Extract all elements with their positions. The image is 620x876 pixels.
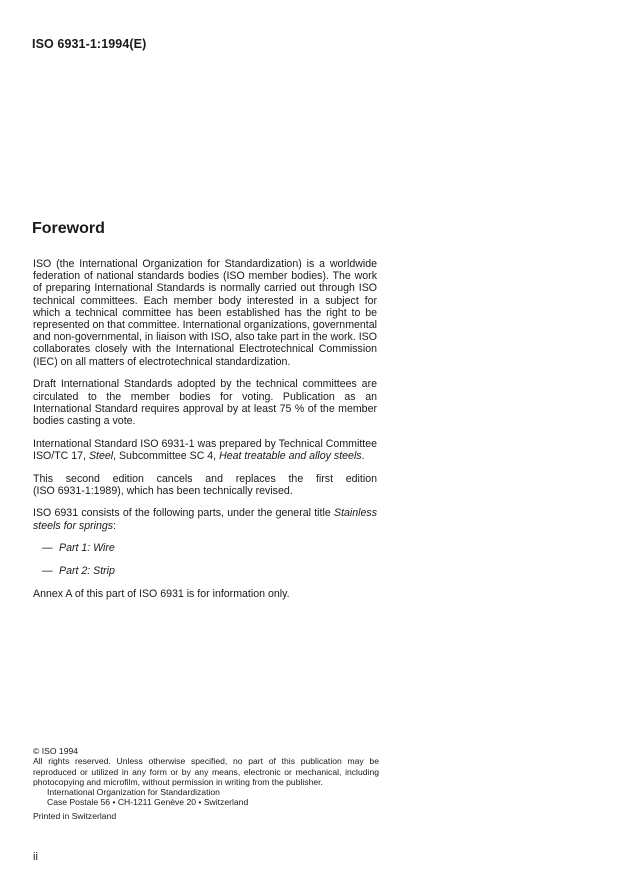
list-item: [42, 565, 377, 577]
foreword-body: [33, 258, 377, 610]
paragraph-iso-overview: ISO (the International Organization for Standardization) is a worldwide federation of national standards bodies (ISO member bodies). The work of preparing International Standards is normally carried out through ISO technical committees. Each member body interested in a subject for which a technical committee has been established has the right to be represented on that committee. International organizations, governmental and non-governmental, in liaison with ISO, also take part in the work. ISO collaborates closely with the International Electrotechnical Commission (IEC) on all matters of electrotechnical standardization.: [33, 258, 377, 368]
parts-intro-text: ISO 6931 consists of the following parts, under the general title: [33, 507, 334, 520]
paragraph-annex-note: Annex A of this part of ISO 6931 is for information only.: [33, 587, 290, 600]
prepared-by-text: International Standard ISO 6931-1 was prepared by Technical Committee ISO/TC 17,: [33, 437, 377, 462]
paragraph-prepared-by: [33, 438, 377, 462]
printed-in: Printed in Switzerland: [33, 810, 117, 821]
dash-bullet: —: [42, 565, 53, 578]
part-label: Part 2: Strip: [59, 565, 115, 578]
paragraph-edition-line2: (ISO 6931-1:1989), which has been technically revised.: [33, 484, 293, 497]
list-item: [42, 542, 377, 554]
parts-intro-end: :: [113, 519, 117, 532]
subcommittee-text: , Subcommittee SC 4,: [113, 449, 220, 462]
organization-address: Case Postale 56 • CH-1211 Genève 20 • Switzerland: [47, 797, 249, 808]
dash-bullet: —: [42, 542, 53, 555]
general-title: Stainless steels for springs: [33, 507, 377, 532]
paragraph-draft-standards: Draft International Standards adopted by the technical committees are circulated to the member bodies for voting. Publication as an International Standard requires approval by at least 75 % of the member bodies casting a vote.: [33, 378, 377, 427]
copyright-line: © ISO 1994: [33, 746, 79, 756]
rights-notice: All rights reserved. Unless otherwise specified, no part of this publication may be reproduced or utilized in any form or by any means, electronic or mechanical, including photocopying and microfilm, without permission in writing from the publisher.: [33, 756, 379, 787]
prepared-by-end: .: [361, 449, 365, 462]
foreword-heading: Foreword: [32, 220, 105, 237]
paragraph-edition-line1: This second edition cancels and replaces the first edition: [33, 472, 377, 485]
copyright-footer: [33, 746, 379, 821]
subcommittee-name: Heat treatable and alloy steels: [219, 449, 362, 462]
page-number: ii: [33, 851, 38, 863]
paragraph-parts-intro: [33, 507, 377, 531]
organization-name: International Organization for Standardization: [47, 787, 220, 798]
committee-name: Steel: [88, 449, 114, 462]
part-label: Part 1: Wire: [59, 542, 115, 555]
parts-list: [33, 542, 377, 577]
document-identifier: ISO 6931-1:1994(E): [32, 37, 147, 51]
